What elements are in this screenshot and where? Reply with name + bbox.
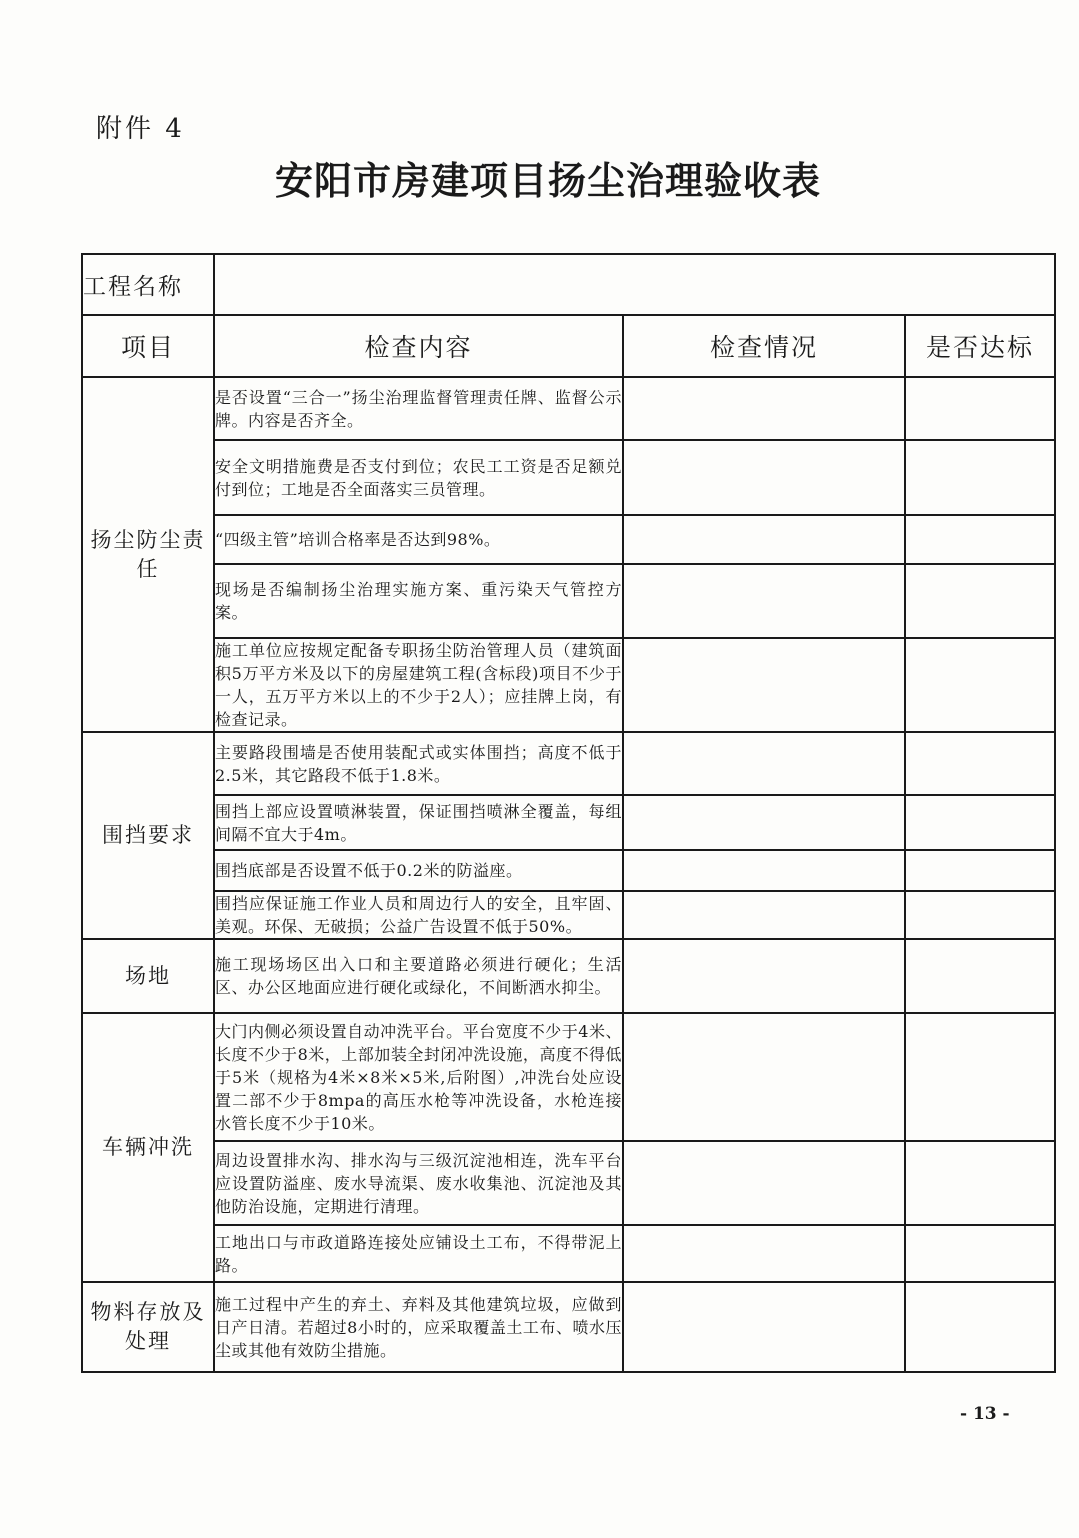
check-status-cell[interactable] bbox=[623, 564, 905, 638]
compliance-cell[interactable] bbox=[905, 939, 1055, 1013]
table-row bbox=[82, 850, 1055, 891]
compliance-cell[interactable] bbox=[905, 795, 1055, 850]
compliance-cell[interactable] bbox=[905, 1282, 1055, 1372]
compliance-cell[interactable] bbox=[905, 515, 1055, 564]
header-status: 检查情况 bbox=[623, 315, 905, 377]
compliance-cell[interactable] bbox=[905, 1013, 1055, 1141]
compliance-cell[interactable] bbox=[905, 1141, 1055, 1225]
table-row bbox=[82, 1141, 1055, 1225]
header-row bbox=[82, 315, 1055, 377]
check-status-cell[interactable] bbox=[623, 732, 905, 795]
check-status-cell[interactable] bbox=[623, 891, 905, 939]
category-cell: 围挡要求 bbox=[82, 732, 214, 939]
check-status-cell[interactable] bbox=[623, 1225, 905, 1282]
table-row bbox=[82, 891, 1055, 939]
check-status-cell[interactable] bbox=[623, 1282, 905, 1372]
compliance-cell[interactable] bbox=[905, 732, 1055, 795]
check-content: 围挡底部是否设置不低于0.2米的防溢座。 bbox=[214, 850, 623, 891]
compliance-cell[interactable] bbox=[905, 377, 1055, 440]
check-status-cell[interactable] bbox=[623, 850, 905, 891]
table-row bbox=[82, 564, 1055, 638]
check-status-cell[interactable] bbox=[623, 1141, 905, 1225]
compliance-cell[interactable] bbox=[905, 850, 1055, 891]
check-content: 施工单位应按规定配备专职扬尘防治管理人员（建筑面积5万平方米及以下的房屋建筑工程(含标段)项目不少于一人，五万平方米以上的不少于2人）；应挂牌上岗，有检查记录。 bbox=[214, 638, 623, 732]
table-row bbox=[82, 1013, 1055, 1141]
compliance-cell[interactable] bbox=[905, 564, 1055, 638]
compliance-cell[interactable] bbox=[905, 891, 1055, 939]
check-content: 围挡应保证施工作业人员和周边行人的安全，且牢固、美观。环保、无破损；公益广告设置不低于50%。 bbox=[214, 891, 623, 939]
category-cell: 场地 bbox=[82, 939, 214, 1013]
table-row bbox=[82, 1282, 1055, 1372]
table-row bbox=[82, 515, 1055, 564]
header-content: 检查内容 bbox=[214, 315, 623, 377]
table-row bbox=[82, 377, 1055, 440]
acceptance-table bbox=[81, 253, 1056, 1373]
category-cell: 车辆冲洗 bbox=[82, 1013, 214, 1282]
check-content: 现场是否编制扬尘治理实施方案、重污染天气管控方案。 bbox=[214, 564, 623, 638]
compliance-cell[interactable] bbox=[905, 440, 1055, 515]
project-name-row bbox=[82, 254, 1055, 315]
header-compliance: 是否达标 bbox=[905, 315, 1055, 377]
check-content: 大门内侧必须设置自动冲洗平台。平台宽度不少于4米、长度不少于8米，上部加装全封闭冲洗设施，高度不得低于5米（规格为4米×8米×5米,后附图）,冲洗台处应设置二部不少于8mpa的高压水枪等冲洗设备，水枪连接水管长度不少于10米。 bbox=[214, 1013, 623, 1141]
table-row bbox=[82, 732, 1055, 795]
category-cell: 扬尘防尘责任 bbox=[82, 377, 214, 732]
category-cell: 物料存放及处理 bbox=[82, 1282, 214, 1372]
check-content: 施工现场场区出入口和主要道路必须进行硬化；生活区、办公区地面应进行硬化或绿化，不间断洒水抑尘。 bbox=[214, 939, 623, 1013]
check-status-cell[interactable] bbox=[623, 377, 905, 440]
check-status-cell[interactable] bbox=[623, 638, 905, 732]
page-number: - 13 - bbox=[960, 1404, 1010, 1424]
project-name-label: 工程名称 bbox=[82, 254, 214, 315]
project-name-field[interactable] bbox=[214, 254, 1055, 315]
check-status-cell[interactable] bbox=[623, 795, 905, 850]
check-content: 周边设置排水沟、排水沟与三级沉淀池相连，洗车平台应设置防溢座、废水导流渠、废水收集池、沉淀池及其他防治设施，定期进行清理。 bbox=[214, 1141, 623, 1225]
table-row bbox=[82, 1225, 1055, 1282]
form-title: 安阳市房建项目扬尘治理验收表 bbox=[274, 159, 821, 203]
header-item: 项目 bbox=[82, 315, 214, 377]
compliance-cell[interactable] bbox=[905, 1225, 1055, 1282]
check-content: 围挡上部应设置喷淋装置，保证围挡喷淋全覆盖，每组间隔不宜大于4m。 bbox=[214, 795, 623, 850]
compliance-cell[interactable] bbox=[905, 638, 1055, 732]
check-status-cell[interactable] bbox=[623, 440, 905, 515]
table-row bbox=[82, 939, 1055, 1013]
table-row bbox=[82, 638, 1055, 732]
check-status-cell[interactable] bbox=[623, 1013, 905, 1141]
table-row bbox=[82, 440, 1055, 515]
check-content: 安全文明措施费是否支付到位；农民工工资是否足额兑付到位；工地是否全面落实三员管理。 bbox=[214, 440, 623, 515]
check-status-cell[interactable] bbox=[623, 515, 905, 564]
check-content: 工地出口与市政道路连接处应铺设土工布，不得带泥上路。 bbox=[214, 1225, 623, 1282]
attachment-label: 附件 4 bbox=[96, 114, 185, 144]
check-status-cell[interactable] bbox=[623, 939, 905, 1013]
check-content: 主要路段围墙是否使用装配式或实体围挡；高度不低于2.5米，其它路段不低于1.8米。 bbox=[214, 732, 623, 795]
check-content: 施工过程中产生的弃土、弃料及其他建筑垃圾，应做到日产日清。若超过8小时的，应采取覆盖土工布、喷水压尘或其他有效防尘措施。 bbox=[214, 1282, 623, 1372]
check-content: 是否设置“三合一”扬尘治理监督管理责任牌、监督公示牌。内容是否齐全。 bbox=[214, 377, 623, 440]
check-content: “四级主管”培训合格率是否达到98%。 bbox=[214, 515, 623, 564]
table-row bbox=[82, 795, 1055, 850]
